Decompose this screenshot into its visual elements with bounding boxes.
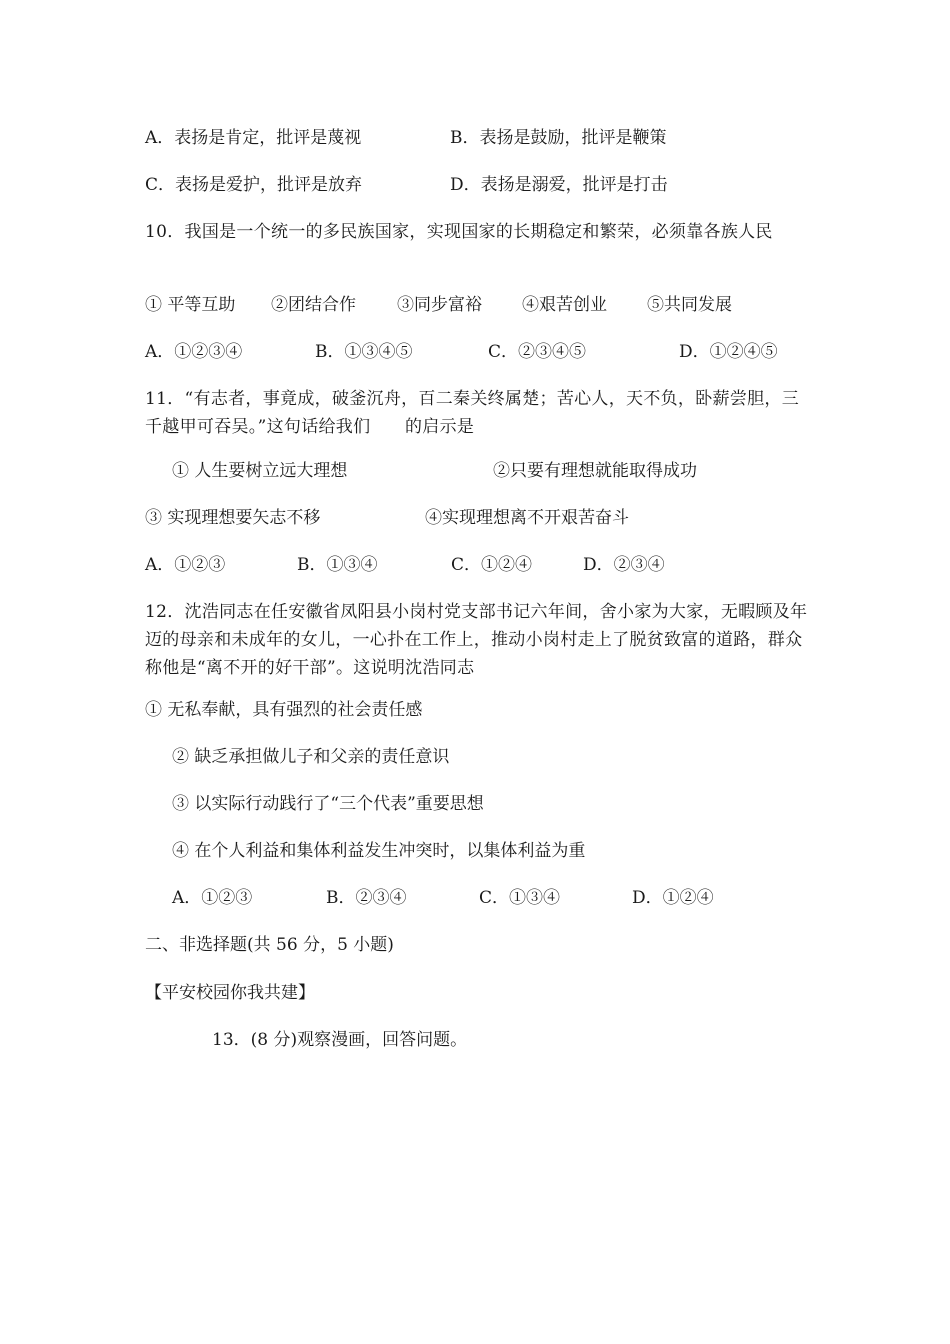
q11-item-4: ④实现理想离不开艰苦奋斗 (425, 508, 629, 528)
q9-option-b: B．表扬是鼓励，批评是鞭策 (450, 128, 667, 148)
q10-option-a: A．①②③④ (145, 342, 243, 362)
q10-item-4: ④艰苦创业 (522, 295, 607, 315)
q12-item-4: ④ 在个人利益和集体利益发生冲突时，以集体利益为重 (172, 841, 586, 861)
q11-item-3: ③ 实现理想要矢志不移 (145, 508, 321, 528)
q11-item-2: ②只要有理想就能取得成功 (493, 461, 697, 481)
q12-item-1: ① 无私奉献，具有强烈的社会责任感 (145, 700, 423, 720)
q12-option-a: A．①②③ (172, 888, 253, 908)
q10-item-2: ②团结合作 (271, 295, 356, 315)
q9-option-c: C．表扬是爱护，批评是放弃 (145, 175, 363, 195)
q10-option-b: B．①③④⑤ (315, 342, 413, 362)
q12-option-b: B．②③④ (326, 888, 407, 908)
q11-option-d: D．②③④ (583, 555, 665, 575)
q10-item-5: ⑤共同发展 (647, 295, 732, 315)
q12-option-d: D．①②④ (632, 888, 714, 908)
q10-option-c: C．②③④⑤ (488, 342, 587, 362)
q12-option-c: C．①③④ (479, 888, 561, 908)
q11-option-b: B．①③④ (297, 555, 378, 575)
q10-item-1: ① 平等互助 (145, 295, 236, 315)
q12-item-2: ② 缺乏承担做儿子和父亲的责任意识 (172, 747, 450, 767)
q11-stem: 11．“有志者，事竟成，破釜沉舟，百二秦关终属楚；苦心人，天不负，卧薪尝胆，三千越甲可吞吴。”这句话给我们 的启示是 (145, 389, 800, 437)
q11-option-a: A．①②③ (145, 555, 226, 575)
section-2-subtitle: 【平安校园你我共建】 (145, 983, 315, 1003)
q11-option-c: C．①②④ (451, 555, 533, 575)
q13-stem: 13．(8 分)观察漫画，回答问题。 (212, 1030, 468, 1050)
q9-option-a: A．表扬是肯定，批评是蔑视 (145, 128, 362, 148)
section-2-title: 二、非选择题(共 56 分，5 小题) (145, 935, 394, 955)
q10-item-3: ③同步富裕 (397, 295, 482, 315)
q11-item-1: ① 人生要树立远大理想 (172, 461, 348, 481)
q12-item-3: ③ 以实际行动践行了“三个代表”重要思想 (172, 794, 484, 814)
q9-option-d: D．表扬是溺爱，批评是打击 (450, 175, 668, 195)
q10-stem: 10．我国是一个统一的多民族国家，实现国家的长期稳定和繁荣，必须靠各族人民 (145, 222, 773, 242)
q12-stem: 12．沈浩同志在任安徽省凤阳县小岗村党支部书记六年间，舍小家为大家，无暇顾及年迈的母亲和未成年的女儿，一心扑在工作上，推动小岗村走上了脱贫致富的道路，群众称他是“离不开的好干部”。这说明沈浩同志 (145, 602, 808, 678)
q10-option-d: D．①②④⑤ (679, 342, 778, 362)
